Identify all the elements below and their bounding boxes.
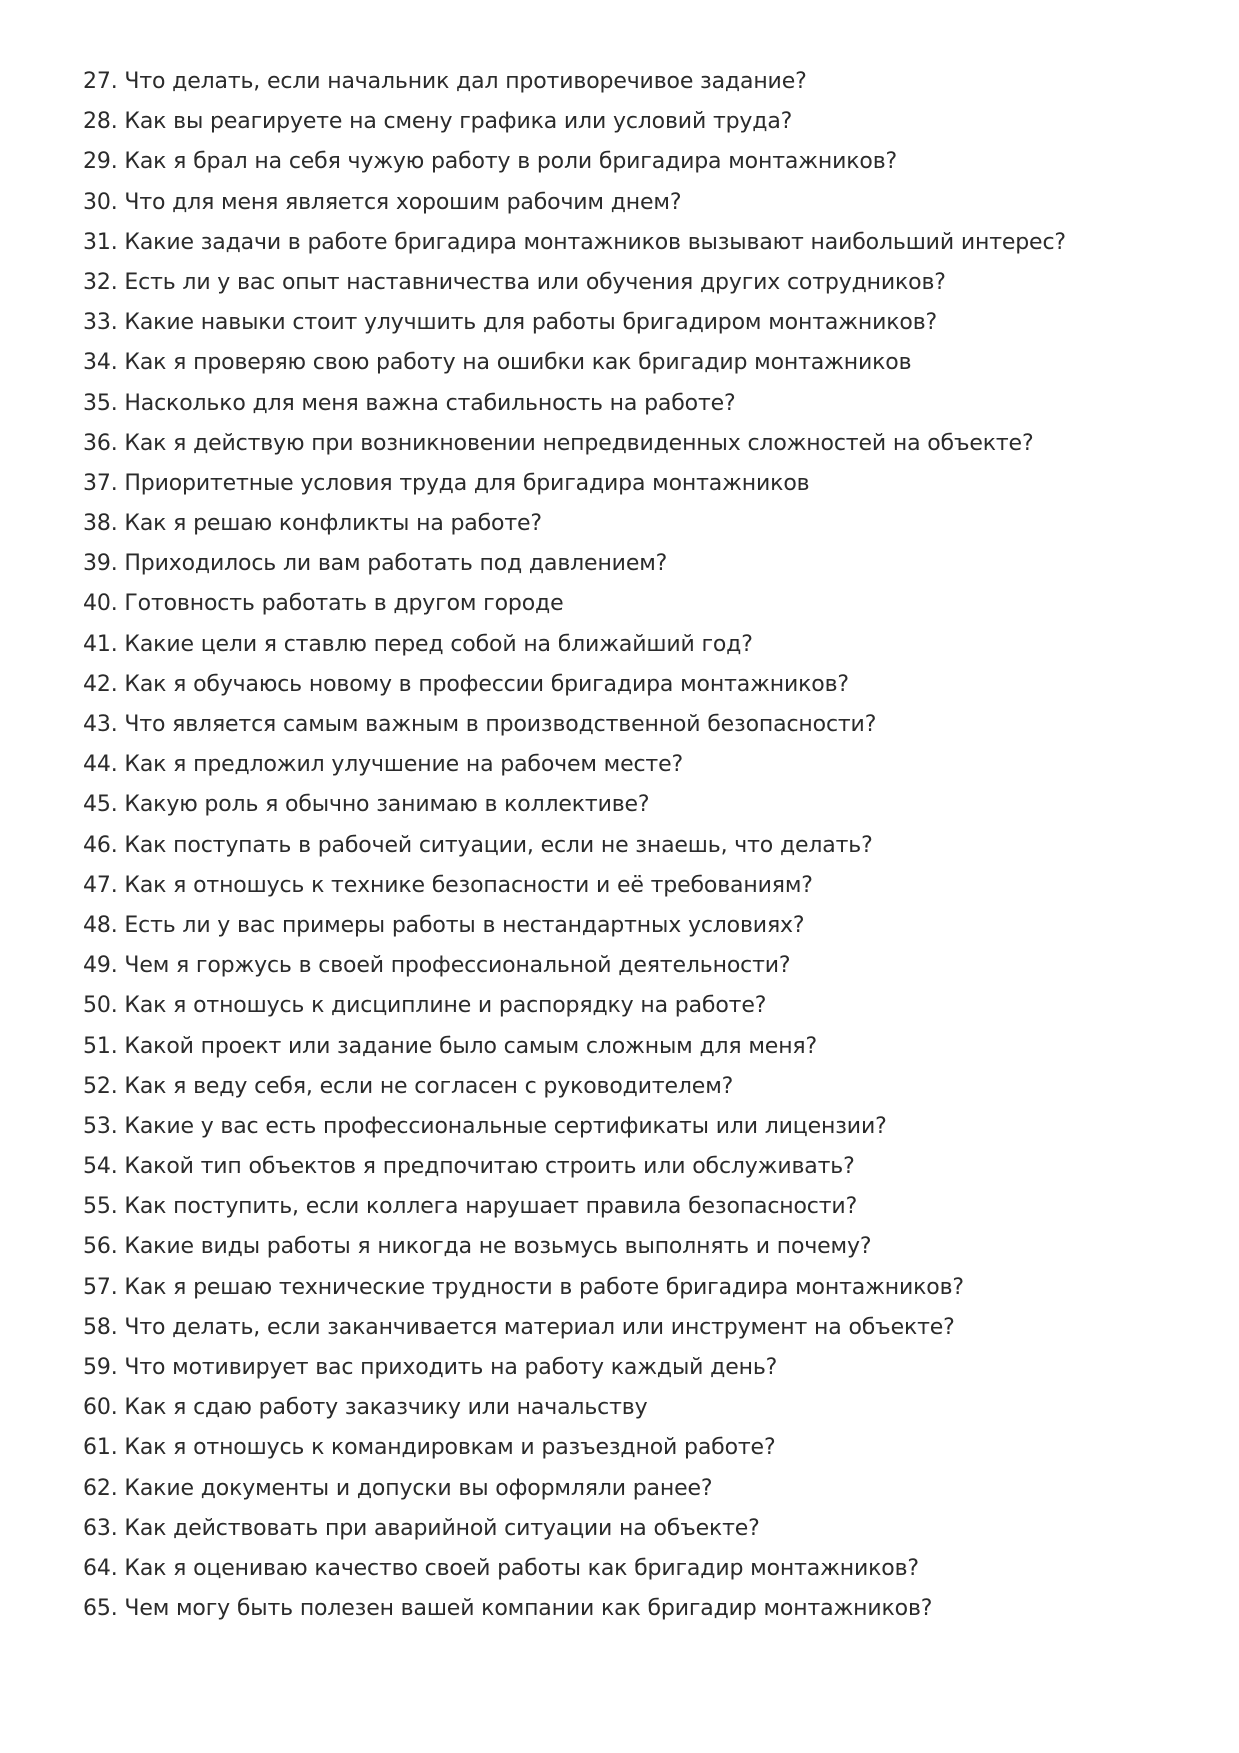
question-item: 62. Какие документы и допуски вы оформляли ранее? (83, 1475, 713, 1501)
question-item: 65. Чем могу быть полезен вашей компании как бригадир монтажников? (83, 1596, 933, 1622)
question-item: 27. Что делать, если начальник дал противоречивое задание? (83, 69, 807, 94)
question-item: 35. Насколько для меня важна стабильность на работе? (83, 390, 736, 416)
question-item: 32. Есть ли у вас опыт наставничества или обучения других сотрудников? (83, 269, 946, 295)
question-item: 58. Что делать, если заканчивается материал или инструмент на объекте? (83, 1314, 955, 1340)
question-item: 51. Какой проект или задание было самым сложным для меня? (83, 1033, 818, 1059)
question-item: 29. Как я брал на себя чужую работу в роли бригадира монтажников? (83, 149, 898, 175)
question-item: 63. Как действовать при аварийной ситуации на объекте? (83, 1515, 760, 1541)
question-item: 31. Какие задачи в работе бригадира монтажников вызывают наибольший интерес? (83, 229, 1066, 255)
question-item: 45. Какую роль я обычно занимаю в коллективе? (83, 792, 650, 818)
question-item: 50. Как я отношусь к дисциплине и распорядку на работе? (83, 993, 767, 1019)
question-item: 41. Какие цели я ставлю перед собой на ближайший год? (83, 631, 753, 657)
question-item: 36. Как я действую при возникновении непредвиденных сложностей на объекте? (83, 430, 1034, 456)
question-item: 34. Как я проверяю свою работу на ошибки как бригадир монтажников (83, 350, 912, 376)
question-item: 57. Как я решаю технические трудности в работе бригадира монтажников? (83, 1274, 964, 1300)
question-item: 30. Что для меня является хорошим рабочим днем? (83, 189, 682, 215)
question-item: 28. Как вы реагируете на смену графика или условий труда? (83, 109, 793, 135)
question-item: 48. Есть ли у вас примеры работы в нестандартных условиях? (83, 912, 805, 938)
question-item: 37. Приоритетные условия труда для бригадира монтажников (83, 470, 810, 496)
question-item: 39. Приходилось ли вам работать под давлением? (83, 551, 668, 577)
question-item: 43. Что является самым важным в производственной безопасности? (83, 712, 877, 737)
question-item: 55. Как поступить, если коллега нарушает правила безопасности? (83, 1194, 858, 1220)
question-item: 60. Как я сдаю работу заказчику или начальству (83, 1395, 648, 1421)
question-item: 54. Какой тип объектов я предпочитаю строить или обслуживать? (83, 1154, 855, 1180)
question-item: 46. Как поступать в рабочей ситуации, если не знаешь, что делать? (83, 832, 873, 858)
question-item: 40. Готовность работать в другом городе (83, 591, 564, 617)
question-item: 49. Чем я горжусь в своей профессиональной деятельности? (83, 953, 791, 979)
question-item: 47. Как я отношусь к технике безопасности и её требованиям? (83, 872, 813, 898)
question-item: 53. Какие у вас есть профессиональные сертификаты или лицензии? (83, 1113, 887, 1139)
question-list (83, 62, 1183, 1629)
question-item: 64. Как я оцениваю качество своей работы как бригадир монтажников? (83, 1555, 919, 1581)
question-item: 56. Какие виды работы я никогда не возьмусь выполнять и почему? (83, 1234, 872, 1260)
question-item: 44. Как я предложил улучшение на рабочем месте? (83, 752, 684, 778)
question-item: 33. Какие навыки стоит улучшить для работы бригадиром монтажников? (83, 310, 938, 336)
question-item: 42. Как я обучаюсь новому в профессии бригадира монтажников? (83, 671, 849, 697)
question-item: 38. Как я решаю конфликты на работе? (83, 511, 542, 537)
question-item: 52. Как я веду себя, если не согласен с руководителем? (83, 1073, 734, 1099)
question-item: 61. Как я отношусь к командировкам и разъездной работе? (83, 1435, 776, 1461)
question-item: 59. Что мотивирует вас приходить на работу каждый день? (83, 1355, 778, 1380)
